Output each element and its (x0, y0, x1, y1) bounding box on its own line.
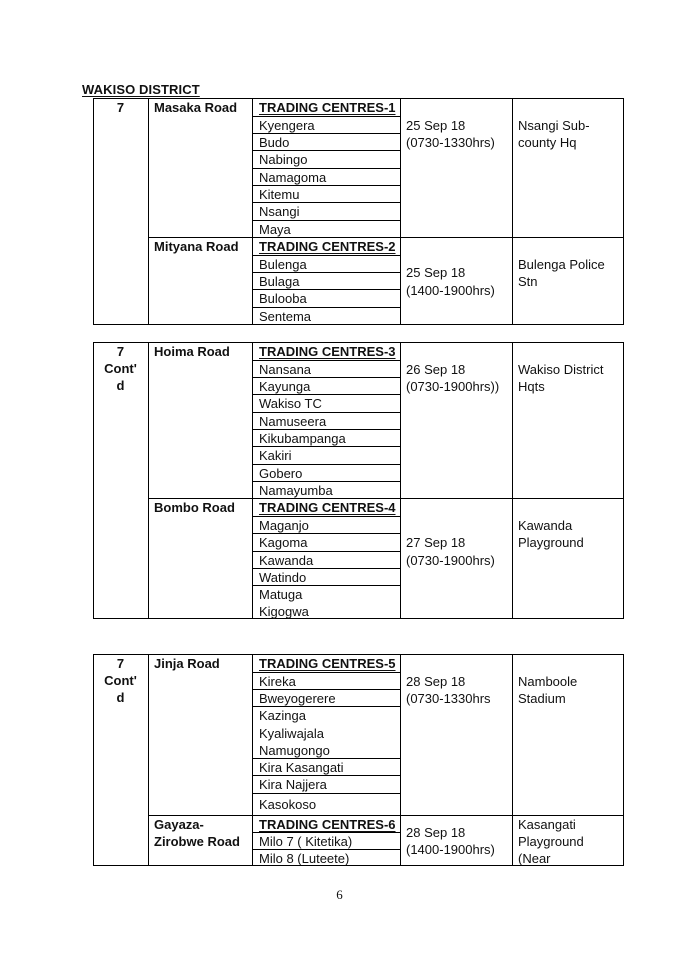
trading-centre: Kyaliwajala (259, 726, 325, 741)
road-name: Bombo Road (154, 500, 235, 515)
venue: Namboole (518, 674, 578, 689)
road-name: Jinja Road (154, 656, 220, 671)
trading-centre: Maganjo (259, 518, 309, 533)
venue: Playground (518, 834, 584, 849)
trading-centre: Kira Najjera (259, 777, 327, 792)
trading-centre: Kira Kasangati (259, 760, 344, 775)
trading-centre: Namugongo (259, 743, 330, 758)
venue: Bulenga Police (518, 257, 605, 272)
trading-centre: Kayunga (259, 379, 311, 394)
section-number: 7 (116, 100, 125, 115)
venue: Kasangati (518, 817, 576, 832)
trading-centre: Nsangi (259, 204, 300, 219)
trading-centre: Wakiso TC (259, 396, 322, 411)
continued-label: Cont' (104, 673, 137, 688)
road-name: Gayaza- (154, 817, 204, 832)
road-name: Hoima Road (154, 344, 230, 359)
district-table-3 (93, 654, 624, 866)
venue: Hqts (518, 379, 545, 394)
venue: (Near (518, 851, 551, 866)
trading-centre: Kigogwa (259, 604, 309, 619)
trading-centre: Kitemu (259, 187, 300, 202)
road-name: Zirobwe Road (154, 834, 240, 849)
trading-centre: Nansana (259, 362, 312, 377)
trading-centre: Kyengera (259, 118, 315, 133)
trading-centre: Bulooba (259, 291, 307, 306)
visit-time: (0730-1900hrs) (406, 553, 495, 568)
venue: Nsangi Sub- (518, 118, 590, 133)
district-table-1 (93, 98, 624, 325)
visit-date: 28 Sep 18 (406, 674, 466, 689)
trading-centre: Kakiri (259, 448, 292, 463)
visit-time: (0730-1900hrs)) (406, 379, 500, 394)
trading-centre: Kawanda (259, 553, 314, 568)
visit-time: (1400-1900hrs) (406, 842, 495, 857)
continued-label: d (116, 378, 125, 393)
district-table-2 (93, 342, 624, 619)
page-number: 6 (336, 887, 343, 902)
trading-centres-header: TRADING CENTRES-3 (259, 344, 396, 359)
trading-centre: Kireka (259, 674, 296, 689)
venue: county Hq (518, 135, 577, 150)
trading-centre: Milo 8 (Luteete) (259, 851, 350, 866)
venue: Stadium (518, 691, 566, 706)
visit-time: (0730-1330hrs (406, 691, 491, 706)
trading-centre: Namayumba (259, 483, 333, 498)
trading-centre: Budo (259, 135, 290, 150)
trading-centres-header: TRADING CENTRES-1 (259, 100, 396, 115)
visit-date: 26 Sep 18 (406, 362, 466, 377)
visit-date: 25 Sep 18 (406, 118, 466, 133)
continued-label: Cont' (104, 361, 137, 376)
trading-centres-header: TRADING CENTRES-2 (259, 239, 396, 254)
section-number: 7 (116, 344, 125, 359)
trading-centre: Sentema (259, 309, 312, 324)
visit-date: 27 Sep 18 (406, 535, 466, 550)
trading-centre: Kikubampanga (259, 431, 346, 446)
visit-time: (0730-1330hrs) (406, 135, 495, 150)
continued-label: d (116, 690, 125, 705)
venue: Stn (518, 274, 538, 289)
visit-date: 28 Sep 18 (406, 825, 466, 840)
trading-centre: Milo 7 ( Kitetika) (259, 834, 353, 849)
trading-centre: Namagoma (259, 170, 327, 185)
trading-centre: Kasokoso (259, 797, 317, 812)
trading-centres-header: TRADING CENTRES-4 (259, 500, 396, 515)
trading-centre: Watindo (259, 570, 307, 585)
trading-centres-header: TRADING CENTRES-6 (259, 817, 396, 832)
visit-date: 25 Sep 18 (406, 265, 466, 280)
trading-centre: Bulaga (259, 274, 300, 289)
visit-time: (1400-1900hrs) (406, 283, 495, 298)
trading-centre: Gobero (259, 466, 303, 481)
trading-centre: Matuga (259, 587, 303, 602)
district-heading: WAKISO DISTRICT (82, 82, 200, 97)
trading-centre: Namuseera (259, 414, 327, 429)
trading-centre: Bweyogerere (259, 691, 336, 706)
road-name: Mityana Road (154, 239, 239, 254)
trading-centre: Kazinga (259, 708, 306, 723)
trading-centres-header: TRADING CENTRES-5 (259, 656, 396, 671)
road-name: Masaka Road (154, 100, 238, 115)
venue: Wakiso District (518, 362, 604, 377)
trading-centre: Nabingo (259, 152, 308, 167)
trading-centre: Bulenga (259, 257, 307, 272)
venue: Kawanda (518, 518, 573, 533)
venue: Playground (518, 535, 584, 550)
section-number: 7 (116, 656, 125, 671)
trading-centre: Kagoma (259, 535, 308, 550)
trading-centre: Maya (259, 222, 291, 237)
